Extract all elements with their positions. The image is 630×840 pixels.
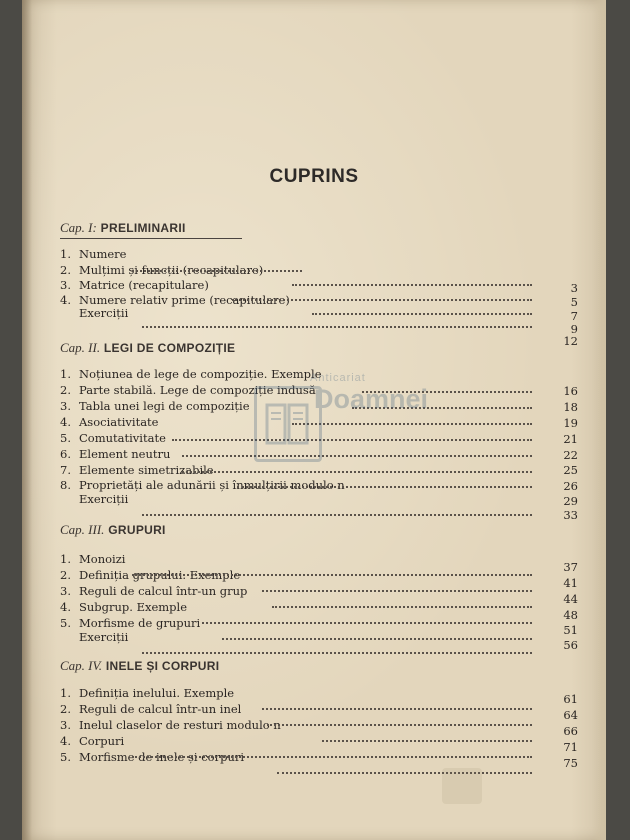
page-number: 71 xyxy=(563,740,578,754)
entry-title: Exerciții xyxy=(79,630,129,644)
page-number: 48 xyxy=(563,608,578,622)
dot-leader xyxy=(292,274,532,286)
page-number: 25 xyxy=(563,463,578,477)
toc-entry xyxy=(60,492,128,506)
entry-number: 5. xyxy=(60,750,71,764)
dot-leader xyxy=(312,303,532,315)
entry-number: 8. xyxy=(60,478,71,492)
watermark xyxy=(254,372,444,462)
toc-entry xyxy=(60,686,234,700)
entry-title: Proprietăți ale adunării și înmulțirii modulo n xyxy=(79,478,345,492)
entry-title: Exerciții xyxy=(79,492,129,506)
toc-entry xyxy=(60,630,128,644)
page-number: 37 xyxy=(563,560,578,574)
entry-number: 2. xyxy=(60,702,71,716)
page-number: 51 xyxy=(563,623,578,637)
page-number: 3 xyxy=(570,281,578,295)
page-number: 26 xyxy=(563,479,578,493)
entry-title: Comutativitate xyxy=(79,431,166,445)
toc-entry xyxy=(60,702,241,716)
chapter-underline xyxy=(60,238,242,239)
page-number: 56 xyxy=(563,638,578,652)
entry-title: Reguli de calcul într-un grup xyxy=(79,584,248,598)
entry-number: 1. xyxy=(60,367,71,381)
entry-title: Inelul claselor de resturi modulo n xyxy=(79,718,281,732)
chapter-heading-4 xyxy=(60,658,219,674)
entry-title: Numere relativ prime (recapitulare) xyxy=(79,293,290,307)
page-number: 44 xyxy=(563,592,578,606)
dot-leader xyxy=(267,714,532,726)
entry-title: Numere xyxy=(79,247,127,261)
entry-number: 5. xyxy=(60,431,71,445)
chapter-number: Cap. I: xyxy=(60,220,97,235)
dot-leader xyxy=(142,642,532,654)
entry-title: Element neutru xyxy=(79,447,171,461)
book-page xyxy=(22,0,606,840)
dot-leader xyxy=(277,762,532,774)
paper-stain xyxy=(442,768,482,804)
dot-leader xyxy=(262,698,532,710)
page-number: 16 xyxy=(563,384,578,398)
dot-leader xyxy=(132,260,302,272)
chapter-number: Cap. II. xyxy=(60,340,101,355)
dot-leader xyxy=(272,596,532,608)
page-number: 5 xyxy=(570,295,578,309)
entry-number: 2. xyxy=(60,383,71,397)
book-icon xyxy=(254,386,322,462)
toc-entry xyxy=(60,278,209,292)
toc-entry xyxy=(60,600,187,614)
page-number: 61 xyxy=(563,692,578,706)
entry-number: 4. xyxy=(60,415,71,429)
toc-entry xyxy=(60,584,247,598)
watermark-big-text: Doamnei xyxy=(314,384,429,414)
page-number: 7 xyxy=(570,309,578,323)
chapter-heading-2 xyxy=(60,340,235,356)
chapter-name: LEGI DE COMPOZIȚIE xyxy=(103,341,236,355)
page-number: 75 xyxy=(563,756,578,770)
entry-number: 4. xyxy=(60,293,71,307)
entry-number: 4. xyxy=(60,600,71,614)
page-number: 66 xyxy=(563,724,578,738)
page-fold-shadow xyxy=(22,0,32,840)
entry-number: 2. xyxy=(60,568,71,582)
toc-entry xyxy=(60,247,126,261)
toc-entry xyxy=(60,734,124,748)
entry-title: Parte stabilă. Lege de compoziție indusă xyxy=(79,383,316,397)
page-number: 12 xyxy=(563,334,578,348)
entry-title: Reguli de calcul într-un inel xyxy=(79,702,242,716)
chapter-name: GRUPURI xyxy=(108,523,166,537)
page-number: 9 xyxy=(570,322,578,336)
entry-number: 3. xyxy=(60,584,71,598)
toc-entry xyxy=(60,718,281,732)
entry-number: 7. xyxy=(60,463,71,477)
entry-title: Definiția grupului. Exemple xyxy=(79,568,241,582)
dot-leader xyxy=(237,476,532,488)
toc-entry xyxy=(60,616,200,630)
entry-number: 6. xyxy=(60,447,71,461)
entry-title: Asociativitate xyxy=(79,415,159,429)
chapter-number: Cap. IV. xyxy=(60,658,103,673)
entry-title: Mulțimi și funcții (recapitulare) xyxy=(79,263,264,277)
entry-number: 1. xyxy=(60,247,71,261)
page-edge xyxy=(592,0,606,840)
chapter-heading-3 xyxy=(60,522,166,538)
page-number: 21 xyxy=(563,432,578,446)
entry-title: Morfisme de grupuri xyxy=(79,616,201,630)
entry-title: Matrice (recapitulare) xyxy=(79,278,209,292)
entry-number: 5. xyxy=(60,616,71,630)
dot-leader xyxy=(182,461,532,473)
page-title: CUPRINS xyxy=(269,166,359,187)
entry-number: 3. xyxy=(60,718,71,732)
entry-title: Definiția inelului. Exemple xyxy=(79,686,235,700)
page-number: 33 xyxy=(563,508,578,522)
page-number: 29 xyxy=(563,494,578,508)
entry-title: Morfisme de inele și corpuri xyxy=(79,750,245,764)
entry-number: 1. xyxy=(60,686,71,700)
page-number: 18 xyxy=(563,400,578,414)
chapter-number: Cap. III. xyxy=(60,522,105,537)
entry-number: 2. xyxy=(60,263,71,277)
toc-entry xyxy=(60,447,170,461)
dot-leader xyxy=(262,580,532,592)
dot-leader xyxy=(132,746,532,758)
dot-leader xyxy=(142,504,532,516)
toc-entry xyxy=(60,552,125,566)
watermark-small-text: Anticariat xyxy=(310,372,366,384)
toc-entry xyxy=(60,431,166,445)
toc-entry xyxy=(60,415,158,429)
toc-entry xyxy=(60,306,128,320)
entry-title: Monoizi xyxy=(79,552,126,566)
dot-leader xyxy=(132,564,532,576)
page-number: 19 xyxy=(563,416,578,430)
dot-leader xyxy=(222,628,532,640)
entry-number: 4. xyxy=(60,734,71,748)
dot-leader xyxy=(142,316,532,328)
chapter-name: INELE ȘI CORPURI xyxy=(105,659,220,673)
dot-leader xyxy=(202,612,532,624)
entry-title: Elemente simetrizabile xyxy=(79,463,214,477)
page-number: 64 xyxy=(563,708,578,722)
entry-title: Noțiunea de lege de compoziție. Exemple xyxy=(79,367,322,381)
entry-title: Corpuri xyxy=(79,734,125,748)
entry-number: 1. xyxy=(60,552,71,566)
entry-number: 3. xyxy=(60,278,71,292)
chapter-name: PRELIMINARII xyxy=(100,221,186,235)
entry-title: Exerciții xyxy=(79,306,129,320)
entry-number: 3. xyxy=(60,399,71,413)
toc-entry xyxy=(60,399,250,413)
entry-title: Subgrup. Exemple xyxy=(79,600,188,614)
chapter-heading-1 xyxy=(60,220,186,236)
dot-leader xyxy=(322,730,532,742)
page-number: 41 xyxy=(563,576,578,590)
dot-leader xyxy=(232,289,532,301)
page-number: 22 xyxy=(563,448,578,462)
entry-title: Tabla unei legi de compoziție xyxy=(79,399,250,413)
